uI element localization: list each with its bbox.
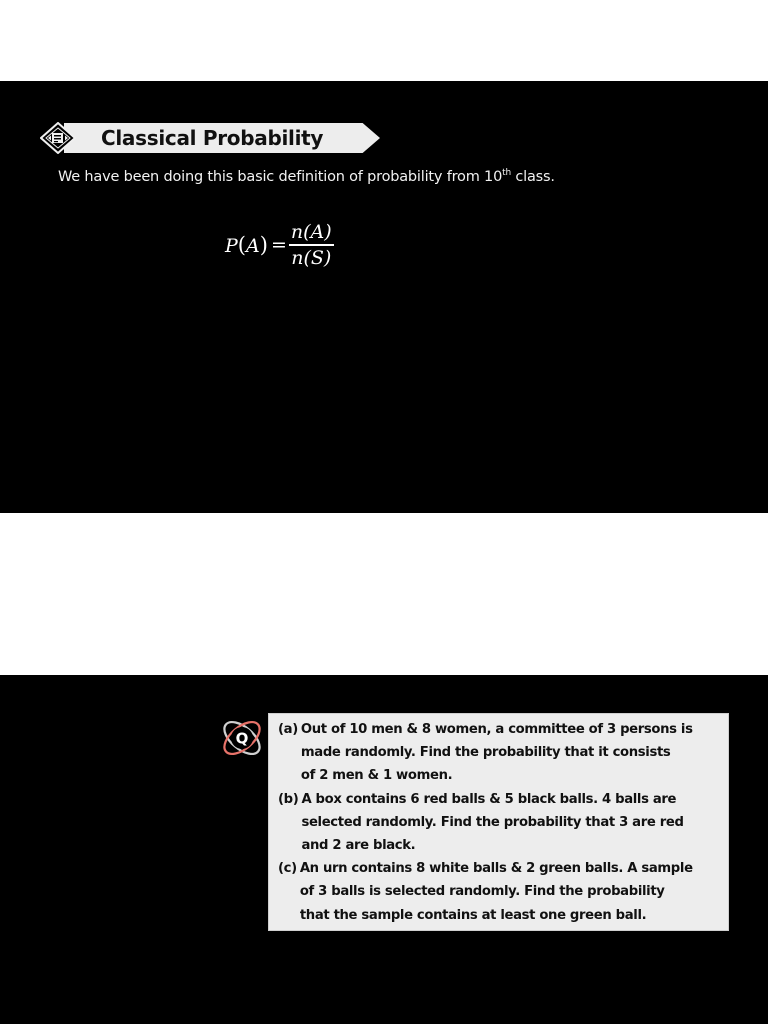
question-line: of 2 men & 1 women. — [300, 768, 453, 784]
intro-text-end: class. — [510, 169, 555, 185]
q-orbit-icon — [218, 714, 266, 762]
question-line: of 3 balls is selected randomly. Find the probability — [299, 884, 665, 900]
probability-formula — [225, 217, 334, 273]
question-line: and 2 are black. — [301, 838, 416, 854]
question-b — [278, 788, 720, 858]
paren-close: ) — [259, 233, 268, 257]
question-c — [278, 857, 720, 927]
questions-box — [268, 713, 729, 931]
question-label: (b) — [278, 791, 299, 807]
question-line: that the sample contains at least one green ball. — [299, 907, 647, 923]
question-text — [300, 857, 720, 927]
formula-argument: A — [246, 235, 260, 257]
question-line: made randomly. Find the probability that it consists — [300, 745, 671, 761]
formula-numerator: n(A) — [290, 221, 332, 244]
question-line: Out of 10 men & 8 women, a committee of 3 persons is — [300, 722, 693, 737]
question-label: (a) — [278, 722, 298, 737]
question-a — [278, 718, 720, 788]
intro-text-main: We have been doing this basic definition of probability from 10 — [58, 169, 503, 185]
question-line: A box contains 6 red balls & 5 black balls. 4 balls are — [301, 791, 677, 807]
paren-open: ( — [237, 233, 246, 257]
formula-equals: = — [270, 234, 287, 256]
page-title: Classical Probability — [101, 126, 324, 150]
question-line: selected randomly. Find the probability that 3 are red — [301, 814, 684, 830]
question-text — [301, 788, 720, 858]
question-text — [301, 718, 720, 788]
formula-denominator: n(S) — [291, 246, 332, 269]
intro-superscript: th — [502, 168, 511, 179]
formula-lhs — [225, 233, 268, 257]
slide-classical-probability — [0, 81, 768, 513]
document-badge-icon — [40, 122, 76, 154]
formula-function: P — [225, 235, 238, 257]
question-label: (c) — [278, 861, 297, 877]
question-line: An urn contains 8 white balls & 2 green balls. A sample — [299, 861, 693, 877]
intro-text — [58, 169, 555, 185]
title-banner — [40, 122, 380, 154]
slide-questions — [0, 675, 768, 1024]
svg-text:Q: Q — [235, 729, 249, 748]
formula-fraction — [289, 220, 334, 270]
